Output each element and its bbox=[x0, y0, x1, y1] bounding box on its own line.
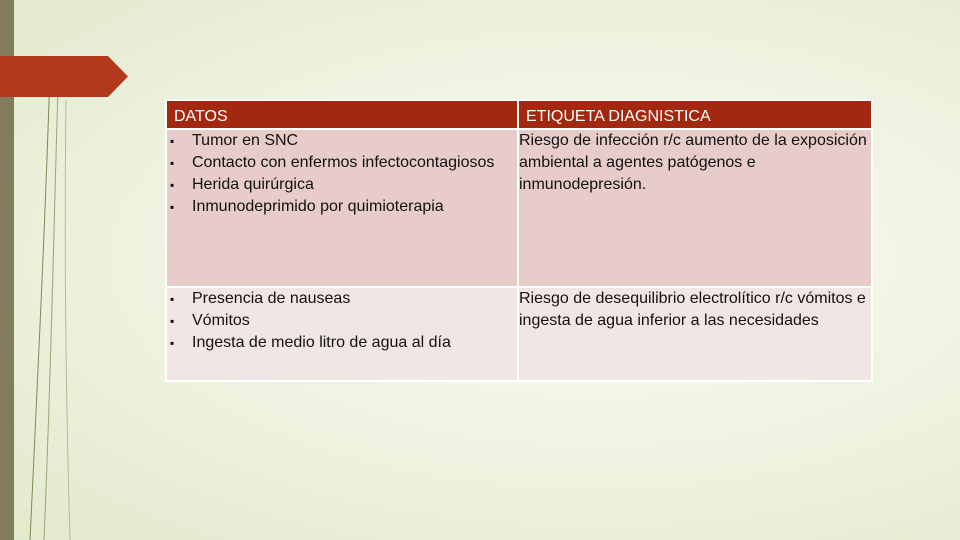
square-bullet-icon: ▪ bbox=[170, 336, 175, 350]
datos-cell bbox=[166, 287, 518, 381]
etiqueta-cell: Riesgo de infección r/c aumento de la exposición ambiental a agentes patógenos e inmunodepresión. bbox=[518, 129, 872, 287]
list-item: ▪ Tumor en SNC bbox=[167, 130, 517, 152]
table-row bbox=[166, 287, 872, 381]
table-row bbox=[166, 129, 872, 287]
list-item: ▪ Presencia de nauseas bbox=[167, 288, 517, 310]
square-bullet-icon: ▪ bbox=[170, 134, 175, 148]
list-item: ▪ Herida quirúrgica bbox=[167, 174, 517, 196]
square-bullet-icon: ▪ bbox=[170, 292, 175, 306]
list-item: ▪ Contacto con enfermos infectocontagiosos bbox=[167, 152, 517, 174]
list-item: ▪ Ingesta de medio litro de agua al día bbox=[167, 332, 517, 354]
square-bullet-icon: ▪ bbox=[170, 178, 175, 192]
etiqueta-cell: Riesgo de desequilibrio electrolítico r/c vómitos e ingesta de agua inferior a las necesidades bbox=[518, 287, 872, 381]
table-header-row bbox=[166, 100, 872, 129]
list-item: ▪ Inmunodeprimido por quimioterapia bbox=[167, 196, 517, 218]
square-bullet-icon: ▪ bbox=[170, 314, 175, 328]
diagnosis-table bbox=[165, 99, 873, 382]
accent-tab-shape bbox=[0, 56, 128, 97]
datos-list bbox=[167, 288, 517, 354]
square-bullet-icon: ▪ bbox=[170, 156, 175, 170]
header-etiqueta: ETIQUETA DIAGNISTICA bbox=[518, 100, 872, 129]
list-item: ▪ Vómitos bbox=[167, 310, 517, 332]
square-bullet-icon: ▪ bbox=[170, 200, 175, 214]
header-datos: DATOS bbox=[166, 100, 518, 129]
datos-cell bbox=[166, 129, 518, 287]
datos-list bbox=[167, 130, 517, 218]
